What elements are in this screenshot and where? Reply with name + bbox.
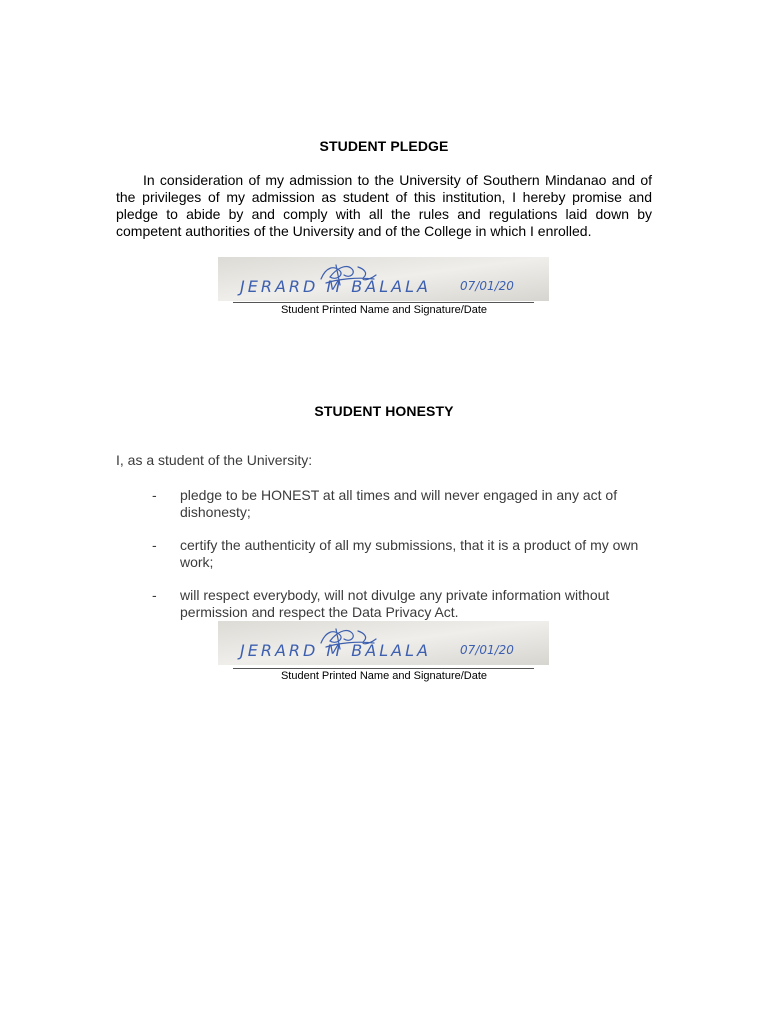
pledge-signature-caption: Student Printed Name and Signature/Date [280,304,488,316]
honesty-item-text: will respect everybody, will not divulge any private information without permission and respect the Data Privacy Act. [180,587,610,620]
pledge-paragraph [116,172,652,240]
pledge-signature-image [218,257,549,301]
honesty-signature-date: 07/01/20 [460,643,514,657]
pledge-body: In consideration of my admission to the University of Southern Mindanao and of the privileges of my admission as student of this institution, I hereby promise and pledge to abide by and comply with all the rules and regulations laid down by competent authorities of the University and of the College in which I enrolled. [116,172,652,239]
honesty-intro: I, as a student of the University: [116,452,313,468]
pledge-signature-line [233,302,534,303]
pledge-title: STUDENT PLEDGE [319,138,449,154]
list-dash: - [152,587,157,603]
list-dash: - [152,487,157,503]
list-dash: - [152,537,157,553]
honesty-signature-name: JERARD M BALALA [240,641,431,660]
honesty-item-text: pledge to be HONEST at all times and will never engaged in any act of dishonesty; [180,487,618,520]
pledge-signature-date: 07/01/20 [460,279,514,293]
honesty-signature-line [233,668,534,669]
honesty-signature-image [218,621,549,665]
honesty-item-text: certify the authenticity of all my submissions, that it is a product of my own work; [180,537,639,570]
honesty-title: STUDENT HONESTY [314,403,454,419]
pledge-signature-name: JERARD M BALALA [240,277,431,296]
honesty-signature-caption: Student Printed Name and Signature/Date [280,670,488,682]
